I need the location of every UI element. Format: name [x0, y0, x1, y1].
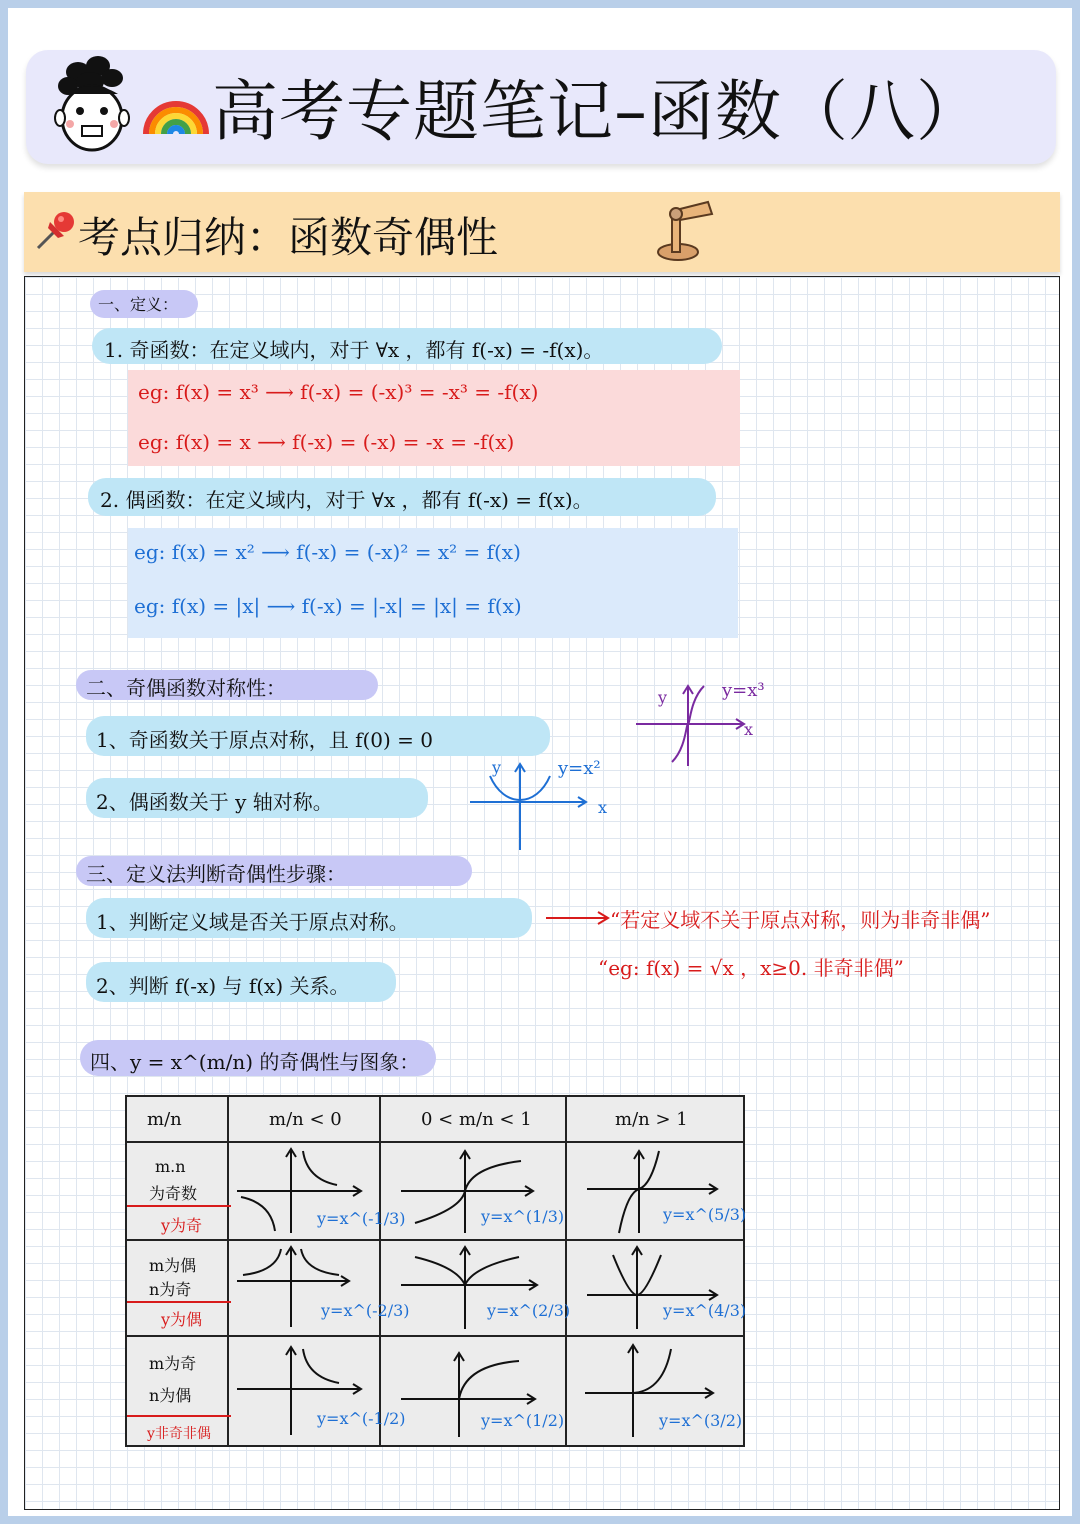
- even-definition: 2. 偶函数：在定义域内，对于 ∀x ，都有 f(-x) = f(x)。: [100, 488, 593, 512]
- even-example-2: eg: f(x) = |x| ⟶ f(-x) = |-x| = |x| = f(x): [134, 594, 522, 618]
- row-parity: y非奇非偶: [147, 1426, 211, 1442]
- table-row-header: [126, 1142, 228, 1240]
- even-example-1: eg: f(x) = x² ⟶ f(-x) = (-x)² = x² = f(x): [134, 540, 521, 564]
- row-parity: y为偶: [161, 1310, 203, 1329]
- cartoon-face-icon: [48, 56, 134, 156]
- graph-label: y=x^(2/3): [487, 1301, 571, 1320]
- graph-label: y=x^(-1/2): [317, 1409, 406, 1428]
- row-condition: m.n: [155, 1157, 186, 1176]
- graph-cell: [228, 1142, 406, 1240]
- row-condition: 为奇数: [149, 1184, 198, 1203]
- step-domain-check: 1、判断定义域是否关于原点对称。: [96, 910, 409, 934]
- graph-cell: [380, 1240, 571, 1336]
- table-col-header: m/n: [147, 1109, 182, 1130]
- table-row-header: [126, 1336, 228, 1446]
- odd-graph-curve-label: y=x³: [722, 680, 765, 701]
- desk-lamp-icon: [650, 196, 720, 264]
- table-col-header: 0 < m/n < 1: [421, 1109, 532, 1130]
- power-function-table: [125, 1095, 745, 1447]
- graph-cell: [380, 1142, 566, 1240]
- graph-cell: [566, 1336, 744, 1446]
- graph-label: y=x^(1/3): [481, 1207, 565, 1226]
- section3-heading: 三、定义法判断奇偶性步骤：: [86, 862, 346, 886]
- odd-graph-x-label: x: [744, 720, 754, 739]
- row-condition: m为偶: [149, 1256, 197, 1275]
- pushpin-icon: [34, 208, 78, 252]
- even-graph-curve-label: y=x²: [558, 758, 601, 779]
- rainbow-icon: [140, 78, 210, 138]
- table-row-header: [126, 1240, 228, 1336]
- section1-heading: 一、定义：: [98, 295, 179, 314]
- odd-symmetry: 1、奇函数关于原点对称，且 f(0) = 0: [96, 728, 434, 752]
- row-condition: m为奇: [149, 1354, 197, 1373]
- section4-heading: 四、y = x^(m/n) 的奇偶性与图象：: [90, 1050, 420, 1074]
- graph-label: y=x^(3/2): [659, 1411, 743, 1430]
- graph-label: y=x^(1/2): [481, 1411, 565, 1430]
- even-graph-y-label: y: [492, 758, 502, 777]
- arrow-icon: [544, 908, 614, 928]
- page-title: 高考专题笔记–函数（八）: [212, 73, 983, 150]
- graph-cell: [566, 1142, 747, 1240]
- odd-example-2: eg: f(x) = x ⟶ f(-x) = (-x) = -x = -f(x): [138, 430, 515, 454]
- even-symmetry: 2、偶函数关于 y 轴对称。: [96, 790, 333, 814]
- graph-cell: [228, 1240, 410, 1336]
- row-condition: n为奇: [149, 1280, 192, 1299]
- graph-label: y=x^(-1/3): [317, 1209, 406, 1228]
- graph-label: y=x^(5/3): [663, 1205, 747, 1224]
- graph-cell: [380, 1336, 566, 1446]
- topic-title: 考点归纳：函数奇偶性: [78, 213, 499, 262]
- graph-cell: [228, 1336, 406, 1446]
- graph-label: y=x^(-2/3): [321, 1301, 410, 1320]
- non-symmetric-example-note: “eg: f(x) = √x ，x≥0. 非奇非偶”: [598, 956, 904, 980]
- odd-definition: 1. 奇函数：在定义域内，对于 ∀x ，都有 f(-x) = -f(x)。: [104, 338, 604, 362]
- table-col-header: m/n < 0: [269, 1109, 342, 1130]
- even-graph-x-label: x: [598, 798, 608, 817]
- step-compare-values: 2、判断 f(-x) 与 f(x) 关系。: [96, 974, 350, 998]
- graph-label: y=x^(4/3): [663, 1301, 747, 1320]
- odd-graph-y-label: y: [658, 688, 668, 707]
- section2-heading: 二、奇偶函数对称性：: [86, 676, 286, 700]
- row-condition: n为偶: [149, 1386, 192, 1405]
- odd-example-1: eg: f(x) = x³ ⟶ f(-x) = (-x)³ = -x³ = -f(x): [138, 380, 539, 404]
- graph-cell: [566, 1240, 747, 1336]
- row-parity: y为奇: [161, 1216, 203, 1235]
- non-symmetric-domain-note: “若定义域不关于原点对称，则为非奇非偶”: [610, 908, 991, 932]
- table-col-header: m/n > 1: [615, 1109, 688, 1130]
